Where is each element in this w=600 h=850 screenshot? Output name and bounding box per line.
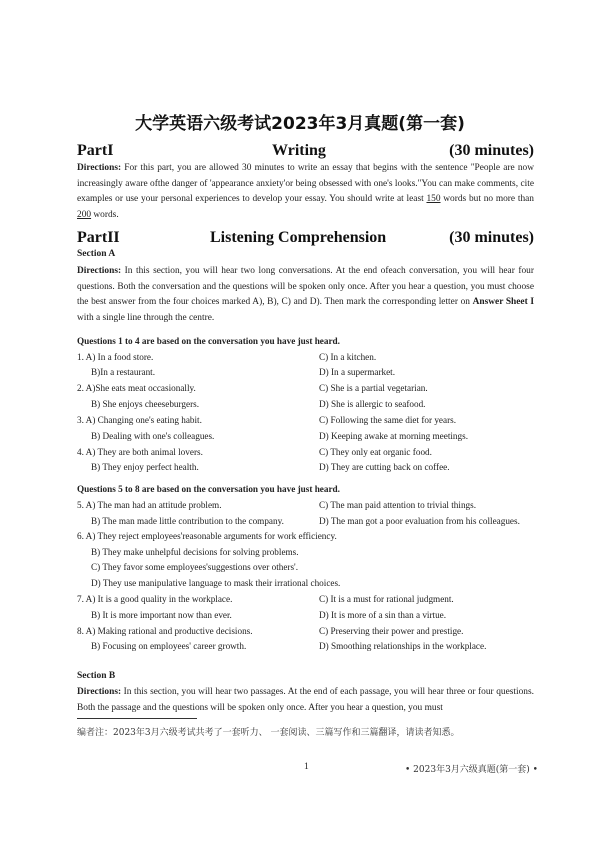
part1-time: (30 minutes) (449, 142, 534, 159)
q1-option-c: C) In a kitchen. (319, 352, 377, 362)
q2-option-c: C) She is a partial vegetarian. (319, 383, 428, 393)
part1-label: PartI (77, 142, 114, 159)
q7-option-b: B) It is more important now than ever. (91, 610, 232, 620)
q4-option-a: 4. A) They are both animal lovers. (77, 447, 203, 457)
part2-directions-text-1: In this section, you will hear two long conversations. At the end ofeach conversation, you will hear four questions. Both the conversation and the questions will be spoken only once. After you hear a question, you must choose the best answer from the four choices marked A), B), C) and D). Then mark the corresponding letter on (77, 266, 534, 308)
q6-option-c: C) They favor some employees'suggestions over others'. (91, 562, 299, 572)
q8-option-a: 8. A) Making rational and productive decisions. (77, 626, 253, 636)
part1-directions-label: Directions: (77, 163, 122, 173)
part1-name: Writing (272, 142, 326, 159)
q2-option-d: D) She is allergic to seafood. (319, 399, 426, 409)
q3-option-c: C) Following the same diet for years. (319, 415, 457, 425)
q3-option-d: D) Keeping awake at morning meetings. (319, 431, 468, 441)
q6-option-d: D) They use manipulative language to mask their irrational choices. (91, 578, 341, 588)
q4-option-d: D) They are cutting back on coffee. (319, 462, 450, 472)
part2-time: (30 minutes) (449, 229, 534, 246)
part1-directions-text-2: words but no more than (440, 194, 534, 205)
q3-option-a: 3. A) Changing one's eating habit. (77, 415, 202, 425)
q6-option-a: 6. A) They reject employees'reasonable arguments for work efficiency. (77, 531, 337, 541)
part1-directions-text-1: For this part, you are allowed 30 minutes to write an essay that begins with the sentence "People are now increasingly aware ofthe danger of 'appearance anxiety'or being obsessed with one's looks."You can make comments, cite examples or use your personal experiences to develop your essay. You should write at least (77, 163, 534, 205)
q3-option-b: B) Dealing with one's colleagues. (91, 431, 215, 441)
questions-5-8-heading: Questions 5 to 8 are based on the conversation you have just heard. (77, 484, 340, 494)
q8-option-c: C) Preserving their power and prestige. (319, 626, 464, 636)
section-b-directions-text: In this section, you will hear two passages. At the end of each passage, you will hear three or four questions. Both the passage and the questions will be spoken only once. After you hear a question, you must (77, 687, 534, 713)
q6-option-b: B) They make unhelpful decisions for solving problems. (91, 547, 299, 557)
part2-directions (77, 264, 534, 326)
q4-option-c: C) They only eat organic food. (319, 447, 432, 457)
min-words: 150 (426, 194, 441, 205)
q1-option-a: 1. A) In a food store. (77, 352, 154, 362)
footer-running-title: • 2023年3月六级真题(第一套) • (405, 765, 538, 775)
q5-option-b: B) The man made little contribution to the company. (91, 516, 284, 526)
q2-option-a: 2. A)She eats meat occasionally. (77, 383, 196, 393)
part2-label: PartII (77, 229, 120, 246)
section-b-label: Section B (77, 671, 116, 681)
q7-option-a: 7. A) It is a good quality in the workplace. (77, 594, 233, 604)
answer-sheet-label: Answer Sheet I (472, 297, 534, 308)
part1-directions-text-3: words. (91, 209, 119, 220)
section-b-directions (77, 685, 534, 716)
q8-option-b: B) Focusing on employees' career growth. (91, 641, 247, 651)
q7-option-d: D) It is more of a sin than a virtue. (319, 610, 447, 620)
q8-option-d: D) Smoothing relationships in the workplace. (319, 641, 487, 651)
q1-option-d: D) In a supermarket. (319, 367, 396, 377)
q5-option-a: 5. A) The man had an attitude problem. (77, 500, 222, 510)
q2-option-b: B) She enjoys cheeseburgers. (91, 399, 200, 409)
section-b-directions-label: Directions: (77, 687, 122, 697)
part2-directions-text-2: with a single line through the centre. (77, 312, 215, 323)
q4-option-b: B) They enjoy perfect health. (91, 462, 199, 472)
q5-option-c: C) The man paid attention to trivial things. (319, 500, 477, 510)
page-title: 大学英语六级考试2023年3月真题(第一套) (135, 114, 465, 134)
max-words: 200 (77, 209, 92, 220)
q1-option-b: B)In a restaurant. (91, 367, 156, 377)
q5-option-d: D) The man got a poor evaluation from his colleagues. (319, 516, 520, 526)
part1-directions (77, 161, 534, 223)
part2-name: Listening Comprehension (210, 229, 387, 246)
part2-directions-label: Directions: (77, 266, 122, 276)
page-number: 1 (304, 762, 309, 772)
editor-footnote: 编者注：2023年3月六级考试共考了一套听力、 一套阅读、三篇写作和三篇翻译，请读者知悉。 (77, 728, 460, 738)
q7-option-c: C) It is a must for rational judgment. (319, 594, 454, 604)
footnote-divider (77, 718, 197, 719)
section-a-label: Section A (77, 249, 116, 259)
questions-1-4-heading: Questions 1 to 4 are based on the conversation you have just heard. (77, 336, 340, 346)
